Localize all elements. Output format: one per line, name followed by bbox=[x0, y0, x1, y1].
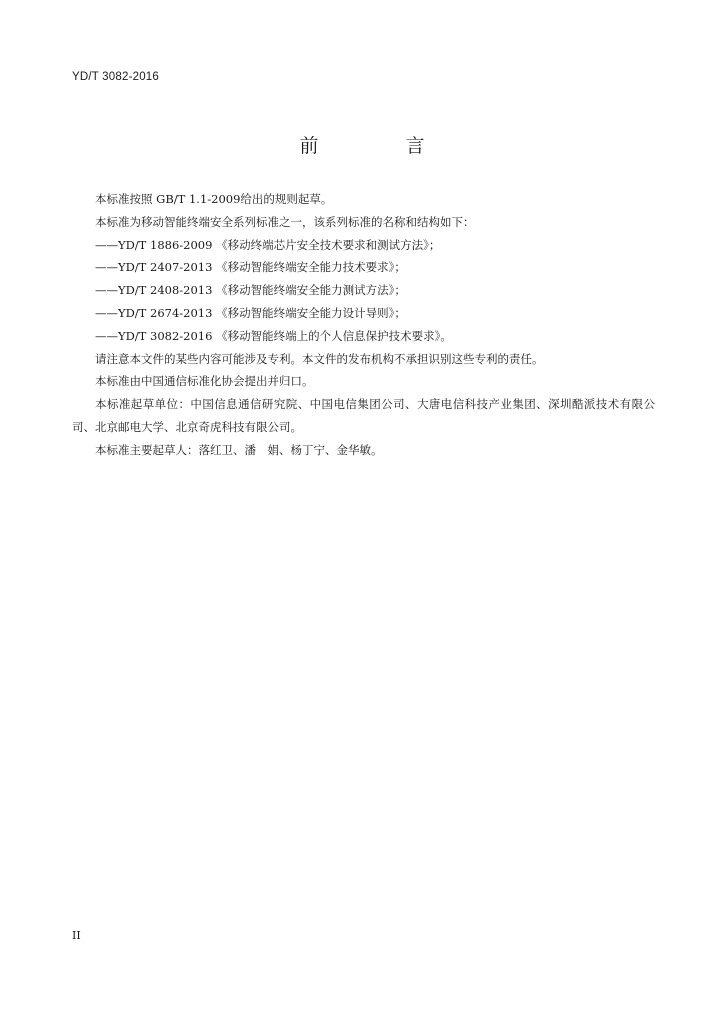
paragraph-series-intro: 本标准为移动智能终端安全系列标准之一，该系列标准的名称和结构如下： bbox=[95, 214, 475, 229]
page-number: II bbox=[72, 929, 81, 942]
series-list-item: ——YD/T 2674-2013 《移动智能终端安全能力设计导则》； bbox=[95, 305, 406, 320]
paragraph-patent-notice: 请注意本文件的某些内容可能涉及专利。本文件的发布机构不承担识别这些专利的责任。 bbox=[95, 351, 544, 366]
paragraph-drafters: 本标准主要起草人：落红卫、潘 娟、杨丁宁、金华敏。 bbox=[95, 442, 383, 457]
page-title: 前 言 bbox=[299, 135, 459, 157]
document-code-header: YD/T 3082-2016 bbox=[72, 71, 159, 83]
paragraph-drafting-units: 本标准起草单位：中国信息通信研究院、中国电信集团公司、大唐电信科技产业集团、深圳酷派技术有限公司、北京邮电大学、北京奇虎科技有限公司。 bbox=[72, 397, 655, 434]
series-list-item: ——YD/T 2407-2013 《移动智能终端安全能力技术要求》； bbox=[95, 260, 406, 275]
paragraph-drafting-rules: 本标准按照 GB/T 1.1-2009给出的规则起草。 bbox=[95, 192, 333, 206]
series-list-item: ——YD/T 3082-2016 《移动智能终端上的个人信息保护技术要求》。 bbox=[95, 328, 452, 343]
series-list-item: ——YD/T 1886-2009 《移动终端芯片安全技术要求和测试方法》； bbox=[95, 237, 441, 252]
foreword-body bbox=[72, 188, 655, 462]
paragraph-proposer: 本标准由中国通信标准化协会提出并归口。 bbox=[95, 374, 314, 389]
series-list-item: ——YD/T 2408-2013 《移动智能终端安全能力测试方法》； bbox=[95, 283, 406, 298]
